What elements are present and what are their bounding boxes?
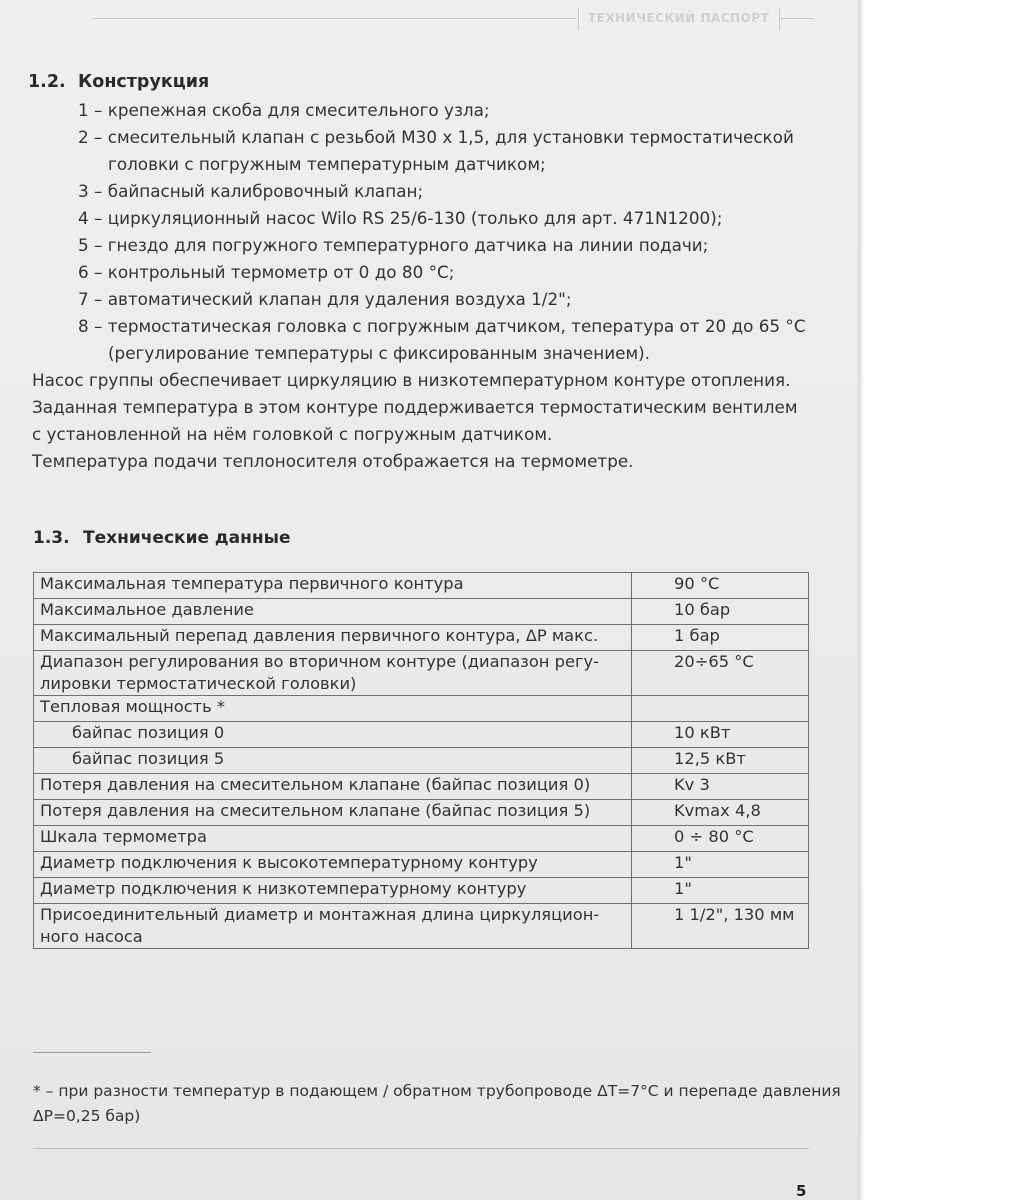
paragraph-line: Температура подачи теплоносителя отображается на термометре.: [32, 451, 634, 471]
construction-item: [78, 232, 991, 259]
paragraph-line: с установленной на нём головкой с погружным датчиком.: [32, 424, 553, 444]
parameter-text: Потеря давления на смесительном клапане (байпас позиция 0): [40, 775, 591, 794]
page-number: 5: [796, 1182, 807, 1200]
section-number: 1.3.: [33, 528, 70, 548]
value-cell: 10 бар: [632, 599, 809, 625]
construction-item: [78, 286, 991, 313]
header-rule-left: [92, 18, 576, 19]
value-cell: 0 ÷ 80 °С: [632, 826, 809, 852]
construction-item-text: 4 – циркуляционный насос Wilo RS 25/6-130 (только для арт. 471N1200);: [78, 208, 723, 228]
construction-item-continuation: головки с погружным температурным датчиком;: [108, 154, 546, 174]
value-cell: 90 °С: [632, 573, 809, 599]
value-cell: 1": [632, 852, 809, 878]
value-cell: 20÷65 °С: [632, 651, 809, 696]
parameter-cell: [34, 878, 632, 904]
parameter-text: Диапазон регулирования во вторичном контуре (диапазон регу-: [40, 652, 600, 671]
spec-table: [33, 572, 809, 949]
header-label: ТЕХНИЧЕСКИЙ ПАСПОРТ: [588, 11, 770, 25]
construction-item-text: 1 – крепежная скоба для смесительного узла;: [78, 100, 490, 120]
parameter-cell: [34, 904, 632, 949]
parameter-text: байпас позиция 5: [72, 749, 225, 768]
parameter-text: Шкала термометра: [40, 827, 207, 846]
value-cell: 12,5 кВт: [632, 748, 809, 774]
parameter-cell: [34, 800, 632, 826]
table-row: [34, 852, 809, 878]
construction-item-text: 3 – байпасный калибровочный клапан;: [78, 181, 424, 201]
table-row: [34, 748, 809, 774]
parameter-cell: [34, 696, 632, 722]
parameter-text: Максимальное давление: [40, 600, 254, 619]
parameter-cell: [34, 852, 632, 878]
parameter-text: Потеря давления на смесительном клапане (байпас позиция 5): [40, 801, 591, 820]
table-row: [34, 696, 809, 722]
construction-item: [78, 205, 991, 232]
value-cell: [632, 696, 809, 722]
parameter-cell: [34, 573, 632, 599]
header-rule-right: [780, 18, 814, 19]
construction-item-text: 7 – автоматический клапан для удаления воздуха 1/2";: [78, 289, 572, 309]
construction-item: [78, 259, 991, 286]
parameter-cell: [34, 651, 632, 696]
section-heading-specs: [33, 528, 291, 548]
value-cell: Kv 3: [632, 774, 809, 800]
parameter-cell: [34, 774, 632, 800]
construction-item-text: 8 – термостатическая головка с погружным датчиком, тепература от 20 до 65 °С: [78, 316, 806, 336]
table-row: [34, 800, 809, 826]
value-cell: 1 1/2", 130 мм: [632, 904, 809, 949]
construction-item: [78, 97, 991, 124]
parameter-cell: [34, 826, 632, 852]
parameter-text-continuation: ного насоса: [40, 927, 143, 946]
construction-item-text: 5 – гнездо для погружного температурного датчика на линии подачи;: [78, 235, 709, 255]
table-row: [34, 774, 809, 800]
parameter-text: байпас позиция 0: [72, 723, 225, 742]
parameter-text: Диаметр подключения к высокотемпературному контуру: [40, 853, 538, 872]
section-number: 1.2.: [28, 72, 66, 92]
parameter-text: Присоединительный диаметр и монтажная длина циркуляцион-: [40, 905, 600, 924]
section-title: Конструкция: [78, 72, 210, 92]
section-heading-construction: [28, 72, 209, 92]
parameter-text: Максимальный перепад давления первичного контура, ΔP макс.: [40, 626, 599, 645]
parameter-cell: [34, 599, 632, 625]
section-title: Технические данные: [83, 528, 291, 548]
parameter-text: Максимальная температура первичного контура: [40, 574, 464, 593]
construction-paragraph: [32, 367, 798, 475]
value-cell: 1": [632, 878, 809, 904]
construction-item: [78, 178, 991, 205]
parameter-cell: [34, 722, 632, 748]
table-row: [34, 573, 809, 599]
header-tick-right: [779, 8, 780, 30]
construction-item-text: 2 – смесительный клапан с резьбой М30 х 1,5, для установки термостатической: [78, 127, 794, 147]
bottom-rule: [33, 1148, 809, 1149]
value-cell: 10 кВт: [632, 722, 809, 748]
header-tick-left: [578, 8, 579, 30]
construction-item-continuation: (регулирование температуры с фиксированным значением).: [108, 343, 650, 363]
table-row: [34, 878, 809, 904]
parameter-text-continuation: лировки термостатической головки): [40, 674, 357, 693]
paragraph-line: Заданная температура в этом контуре поддерживается термостатическим вентилем: [32, 397, 798, 417]
footnote: [33, 1079, 841, 1129]
table-row: [34, 651, 809, 696]
table-row: [34, 599, 809, 625]
footnote-line: * – при разности температур в подающем / обратном трубопроводе ΔТ=7°С и перепаде давления: [33, 1082, 841, 1100]
table-row: [34, 625, 809, 651]
construction-item-text: 6 – контрольный термометр от 0 до 80 °С;: [78, 262, 455, 282]
table-row: [34, 826, 809, 852]
parameter-text: Тепловая мощность *: [40, 697, 226, 716]
parameter-text: Диаметр подключения к низкотемпературному контуру: [40, 879, 527, 898]
parameter-cell: [34, 748, 632, 774]
construction-item: [78, 124, 991, 178]
table-row: [34, 722, 809, 748]
parameter-cell: [34, 625, 632, 651]
paragraph-line: Насос группы обеспечивает циркуляцию в низкотемпературном контуре отопления.: [32, 370, 791, 390]
value-cell: 1 бар: [632, 625, 809, 651]
table-row: [34, 904, 809, 949]
footnote-line: ΔP=0,25 бар): [33, 1107, 141, 1125]
value-cell: Kvmax 4,8: [632, 800, 809, 826]
footnote-rule: [33, 1052, 151, 1053]
construction-item: [78, 313, 991, 367]
